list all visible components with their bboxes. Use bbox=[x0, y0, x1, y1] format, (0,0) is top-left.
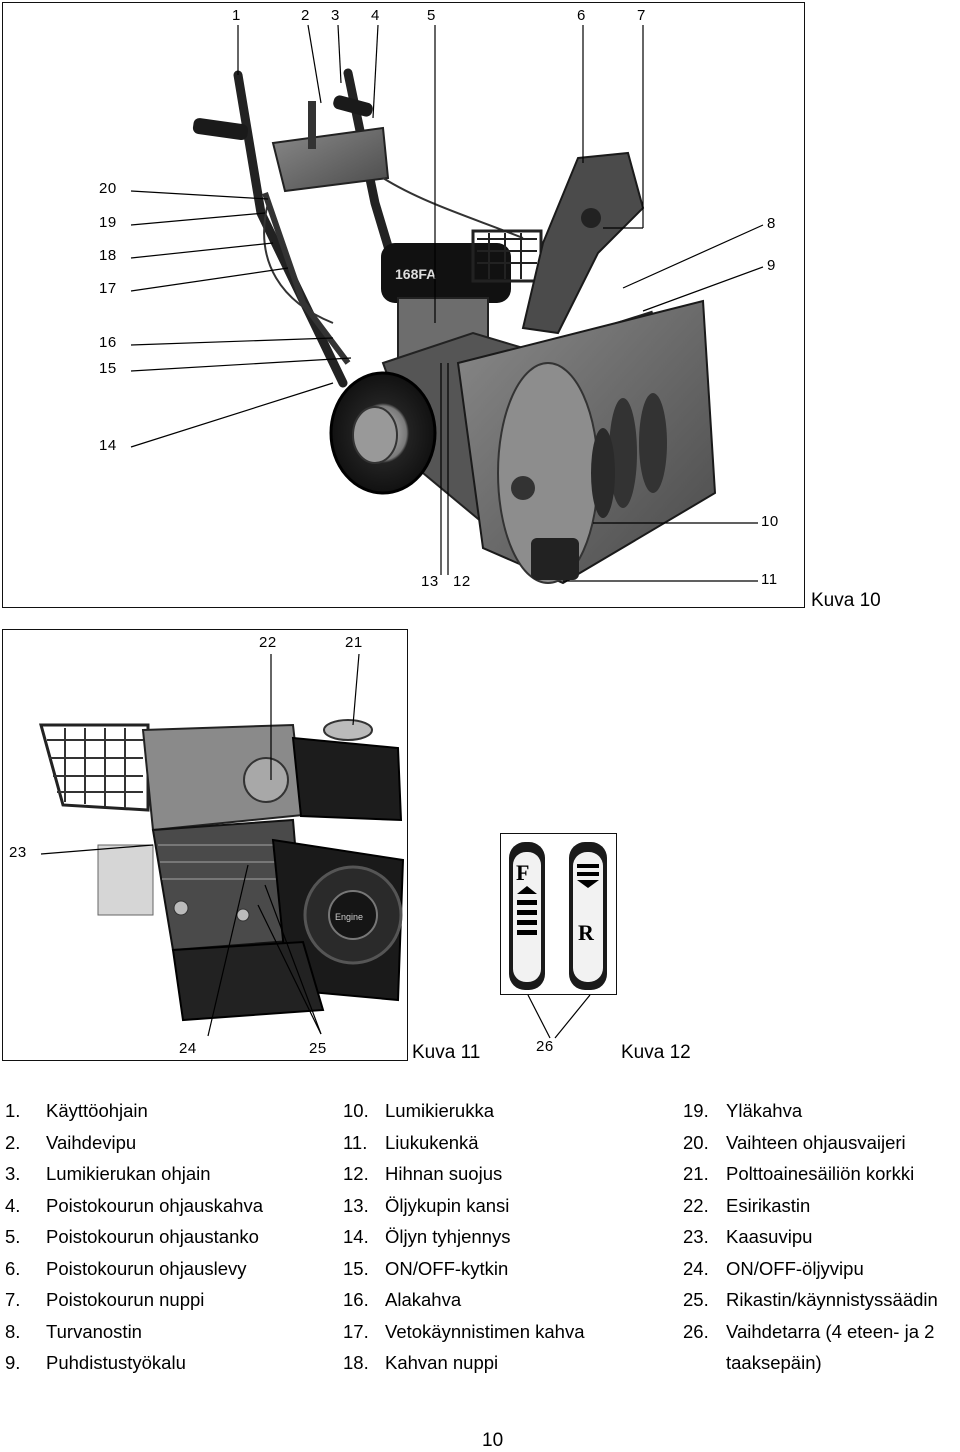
reverse-letter: R bbox=[578, 920, 594, 945]
callout-25: 25 bbox=[309, 1040, 327, 1057]
callout-16: 16 bbox=[99, 334, 117, 351]
legend-item: 2. Vaihdevipu bbox=[5, 1131, 137, 1153]
callout-12: 12 bbox=[453, 573, 471, 590]
legend-item: 19. Yläkahva bbox=[683, 1100, 803, 1121]
callout-15: 15 bbox=[99, 360, 117, 377]
callout-14: 14 bbox=[99, 437, 117, 454]
legend-column-1 bbox=[5, 1100, 325, 1384]
legend-item: 20. Vaihteen ohjausvaijeri bbox=[683, 1131, 906, 1153]
forward-letter: F bbox=[516, 860, 530, 885]
legend-item: 18. Kahvan nuppi bbox=[343, 1352, 499, 1373]
callout-22: 22 bbox=[259, 634, 277, 651]
legend-item: 17. Vetokäynnistimen kahva bbox=[343, 1320, 585, 1342]
legend-item: 9. Puhdistustyökalu bbox=[5, 1352, 186, 1373]
figure-10-snowblower bbox=[2, 2, 805, 608]
callout-26-leaders bbox=[500, 990, 620, 1045]
legend-item: 3. Lumikierukan ohjain bbox=[5, 1163, 211, 1184]
legend-item: 12. Hihnan suojus bbox=[343, 1163, 503, 1184]
legend-item: 21. Polttoainesäiliön korkki bbox=[683, 1163, 915, 1184]
legend-item: 13. Öljykupin kansi bbox=[343, 1194, 510, 1216]
callout-23: 23 bbox=[9, 844, 27, 861]
callout-2: 2 bbox=[301, 7, 310, 24]
legend-item: 4. Poistokourun ohjauskahva bbox=[5, 1194, 264, 1216]
legend-item: 23. Kaasuvipu bbox=[683, 1226, 813, 1247]
callout-7: 7 bbox=[637, 7, 646, 24]
callout-24: 24 bbox=[179, 1040, 197, 1057]
legend-item: 1. Käyttöohjain bbox=[5, 1100, 148, 1121]
callout-17: 17 bbox=[99, 280, 117, 297]
legend-item: 14. Öljyn tyhjennys bbox=[343, 1226, 511, 1247]
legend-item: 22. Esirikastin bbox=[683, 1194, 811, 1216]
engine-illustration bbox=[3, 630, 407, 1060]
callout-8: 8 bbox=[767, 215, 776, 232]
caption-figure-11: Kuva 11 bbox=[412, 1042, 481, 1063]
legend-item: 5. Poistokourun ohjaustanko bbox=[5, 1226, 259, 1247]
figure-12-gear-decal bbox=[500, 833, 617, 995]
callout-10: 10 bbox=[761, 513, 779, 530]
legend-item: 6. Poistokourun ohjauslevy bbox=[5, 1257, 247, 1279]
callout-6: 6 bbox=[577, 7, 586, 24]
figure-11-engine bbox=[2, 629, 408, 1061]
legend-item: 24. ON/OFF-öljyvipu bbox=[683, 1257, 864, 1279]
legend-item: 10. Lumikierukka bbox=[343, 1100, 494, 1121]
legend-item: 15. ON/OFF-kytkin bbox=[343, 1257, 509, 1279]
callout-11: 11 bbox=[761, 571, 778, 588]
legend-item: 26. Vaihdetarra (4 eteen- ja 2 bbox=[683, 1320, 935, 1342]
engine-model-text: 168FA bbox=[395, 266, 437, 282]
legend-item: 8. Turvanostin bbox=[5, 1320, 142, 1342]
callout-4: 4 bbox=[371, 7, 380, 24]
legend-item: taaksepäin) bbox=[726, 1352, 822, 1373]
gear-decal-illustration bbox=[501, 834, 616, 994]
legend-item: 16. Alakahva bbox=[343, 1289, 462, 1310]
legend-item: 7. Poistokourun nuppi bbox=[5, 1289, 205, 1310]
callout-3: 3 bbox=[331, 7, 340, 24]
caption-figure-12: Kuva 12 bbox=[621, 1042, 691, 1063]
legend-column-2 bbox=[343, 1100, 663, 1384]
snowblower-illustration bbox=[3, 3, 804, 607]
callout-18: 18 bbox=[99, 247, 117, 264]
callout-13: 13 bbox=[421, 573, 439, 590]
legend-column-3 bbox=[683, 1100, 960, 1384]
legend-item: 11. Liukukenkä bbox=[343, 1131, 479, 1153]
callout-20: 20 bbox=[99, 180, 117, 197]
callout-19: 19 bbox=[99, 214, 117, 231]
callout-26: 26 bbox=[536, 1038, 554, 1055]
caption-figure-10: Kuva 10 bbox=[811, 590, 881, 611]
legend-item: 25. Rikastin/käynnistyssäädin bbox=[683, 1289, 938, 1310]
callout-21: 21 bbox=[345, 634, 363, 651]
callout-9: 9 bbox=[767, 257, 776, 274]
callout-1: 1 bbox=[232, 7, 241, 24]
callout-5: 5 bbox=[427, 7, 436, 24]
engine-brand-text: Engine bbox=[335, 912, 364, 922]
page-number: 10 bbox=[482, 1430, 504, 1451]
